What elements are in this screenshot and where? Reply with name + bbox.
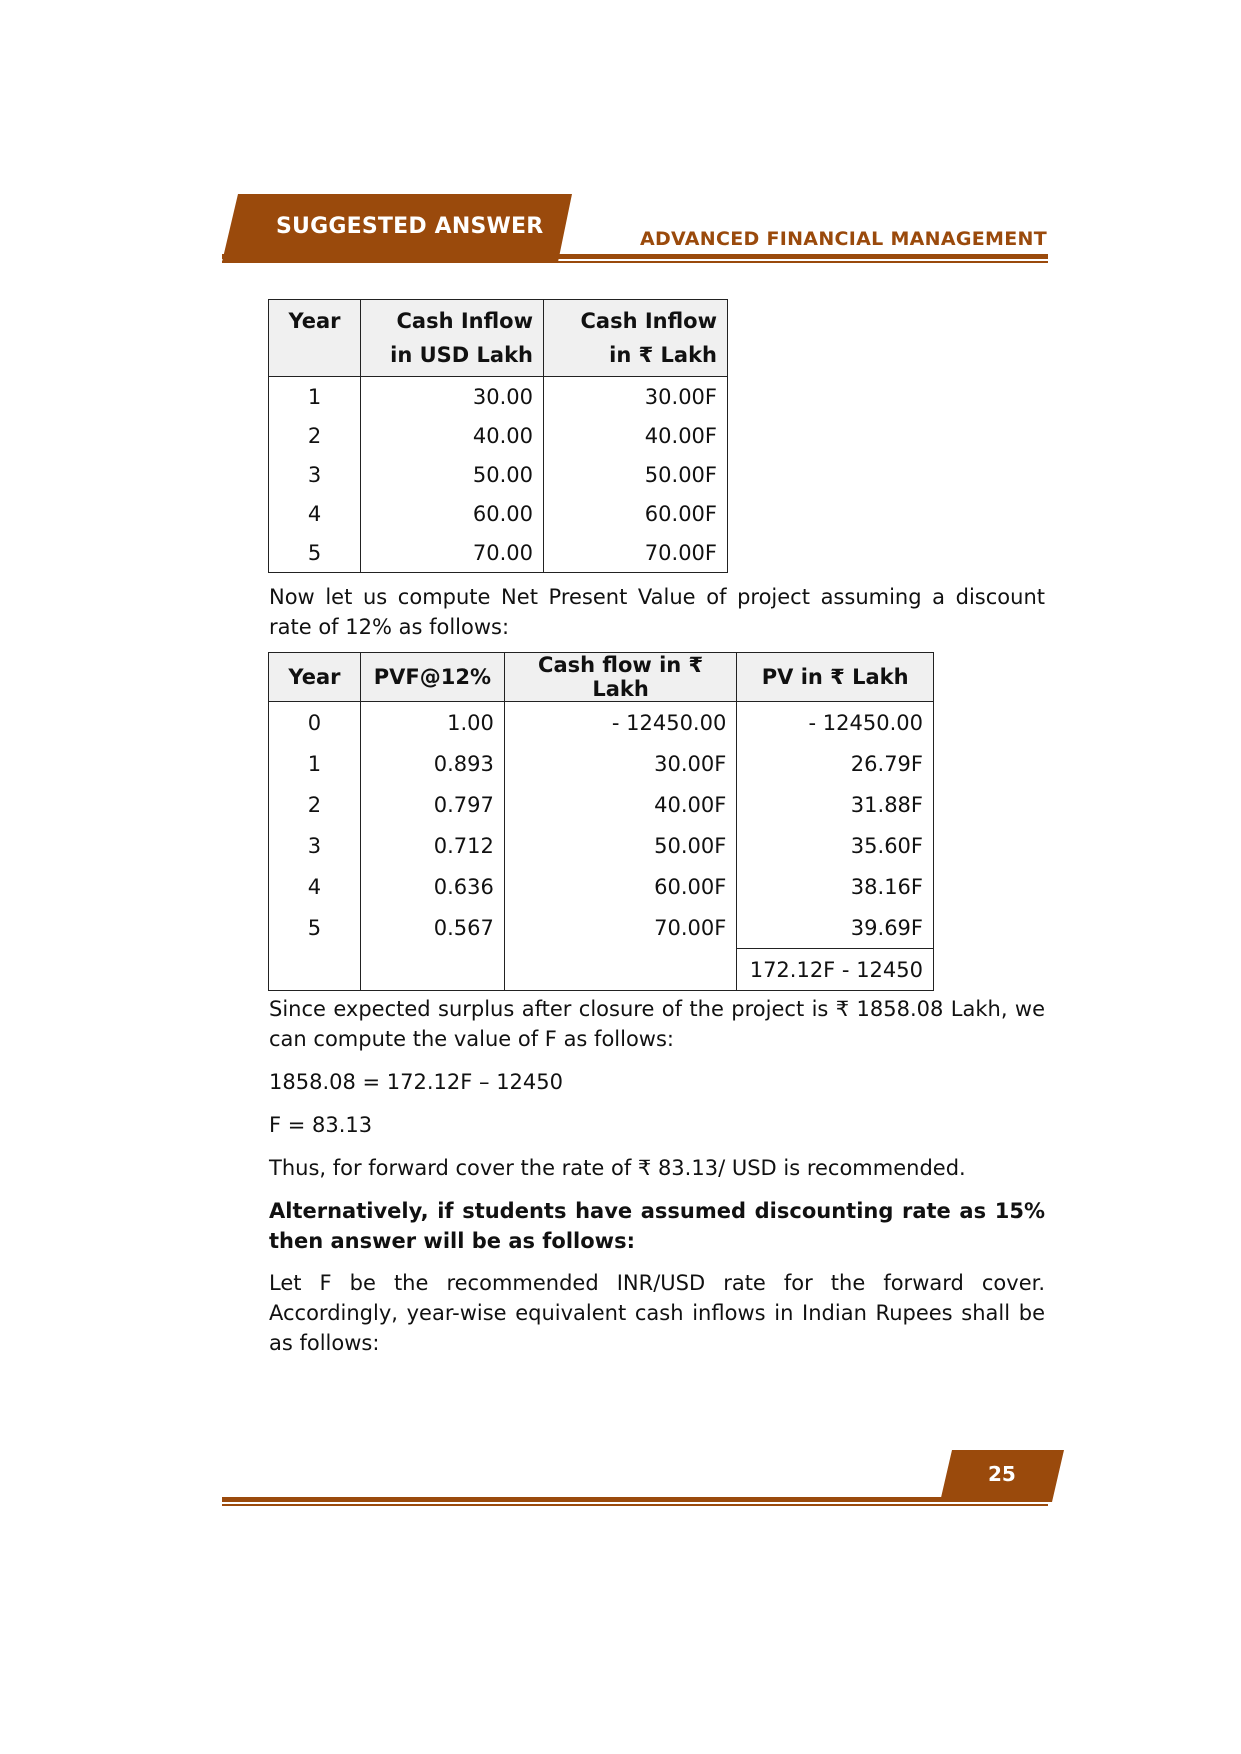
equation-1: 1858.08 = 172.12F – 12450 — [269, 1070, 563, 1094]
cell-usd: 40.00 — [361, 416, 544, 455]
cell-cashflow: 50.00F — [504, 825, 736, 866]
cell-pv: 38.16F — [737, 866, 934, 907]
table-total-row — [269, 949, 934, 991]
cell-year: 5 — [269, 907, 361, 949]
cell-year: 4 — [269, 494, 361, 533]
page-number: 25 — [988, 1462, 1016, 1486]
table-row — [269, 866, 934, 907]
cell-usd: 30.00 — [361, 377, 544, 417]
table-row — [269, 377, 728, 417]
cell-usd: 60.00 — [361, 494, 544, 533]
cell-pv-total: 172.12F - 12450 — [737, 949, 934, 991]
cell-empty — [504, 949, 736, 991]
col-header-cashflow: Cash flow in ₹ Lakh — [504, 653, 736, 702]
table-row — [269, 455, 728, 494]
npv-table — [268, 652, 934, 991]
cell-year: 0 — [269, 702, 361, 744]
table-row — [269, 416, 728, 455]
paragraph-alternative-heading: Alternatively, if students have assumed discounting rate as 15% then answer will be as follows: — [269, 1199, 1045, 1253]
cell-year: 2 — [269, 784, 361, 825]
cell-pv: 31.88F — [737, 784, 934, 825]
cell-pvf: 1.00 — [360, 702, 504, 744]
paragraph-npv-intro: Now let us compute Net Present Value of project assuming a discount rate of 12% as follows: — [269, 585, 1045, 639]
cell-pv: - 12450.00 — [737, 702, 934, 744]
footer-rule — [222, 1497, 1048, 1502]
col-header-pv: PV in ₹ Lakh — [737, 653, 934, 702]
cell-pvf: 0.567 — [360, 907, 504, 949]
cell-cashflow: 70.00F — [504, 907, 736, 949]
cell-pvf: 0.893 — [360, 743, 504, 784]
cell-year: 1 — [269, 743, 361, 784]
paragraph-surplus: Since expected surplus after closure of the project is ₹ 1858.08 Lakh, we can compute the value of F as follows: — [269, 997, 1045, 1051]
cell-pv: 39.69F — [737, 907, 934, 949]
cell-cashflow: - 12450.00 — [504, 702, 736, 744]
header-tab-label: SUGGESTED ANSWER — [276, 214, 544, 239]
cell-pv: 35.60F — [737, 825, 934, 866]
col-header-year: Year — [269, 653, 361, 702]
cell-cashflow: 40.00F — [504, 784, 736, 825]
table-row — [269, 533, 728, 573]
equation-2: F = 83.13 — [269, 1113, 373, 1137]
cell-inr: 70.00F — [544, 533, 728, 573]
paragraph-alternative-intro: Let F be the recommended INR/USD rate for the forward cover. Accordingly, year-wise equivalent cash inflows in Indian Rupees shall be as follows: — [269, 1271, 1045, 1355]
cell-inr: 60.00F — [544, 494, 728, 533]
cell-cashflow: 60.00F — [504, 866, 736, 907]
cell-year: 3 — [269, 825, 361, 866]
cell-year: 4 — [269, 866, 361, 907]
cell-inr: 40.00F — [544, 416, 728, 455]
col-header-inr: Cash Inflow in ₹ Lakh — [544, 300, 728, 377]
cell-year: 5 — [269, 533, 361, 573]
table-header-row — [269, 300, 728, 377]
col-header-usd: Cash Inflow in USD Lakh — [361, 300, 544, 377]
table-header-row — [269, 653, 934, 702]
table-row — [269, 907, 934, 949]
cell-cashflow: 30.00F — [504, 743, 736, 784]
cell-inr: 30.00F — [544, 377, 728, 417]
table-row — [269, 825, 934, 866]
cell-pvf: 0.797 — [360, 784, 504, 825]
header-rule-thin — [222, 261, 1048, 263]
table-row — [269, 702, 934, 744]
paragraph-conclusion: Thus, for forward cover the rate of ₹ 83.13/ USD is recommended. — [269, 1156, 966, 1180]
cell-pvf: 0.636 — [360, 866, 504, 907]
cell-pv: 26.79F — [737, 743, 934, 784]
table-row — [269, 784, 934, 825]
cell-year: 1 — [269, 377, 361, 417]
cell-year: 3 — [269, 455, 361, 494]
cell-year: 2 — [269, 416, 361, 455]
cell-inr: 50.00F — [544, 455, 728, 494]
table-row — [269, 494, 728, 533]
col-header-year: Year — [269, 300, 361, 377]
table-row — [269, 743, 934, 784]
cell-empty — [269, 949, 361, 991]
header-title: ADVANCED FINANCIAL MANAGEMENT — [639, 228, 1047, 250]
cell-usd: 50.00 — [361, 455, 544, 494]
cell-usd: 70.00 — [361, 533, 544, 573]
cell-empty — [360, 949, 504, 991]
cell-pvf: 0.712 — [360, 825, 504, 866]
footer-rule-thin — [222, 1504, 1048, 1506]
col-header-pvf: PVF@12% — [360, 653, 504, 702]
header-rule — [222, 254, 1048, 259]
cash-inflow-table — [268, 299, 728, 573]
